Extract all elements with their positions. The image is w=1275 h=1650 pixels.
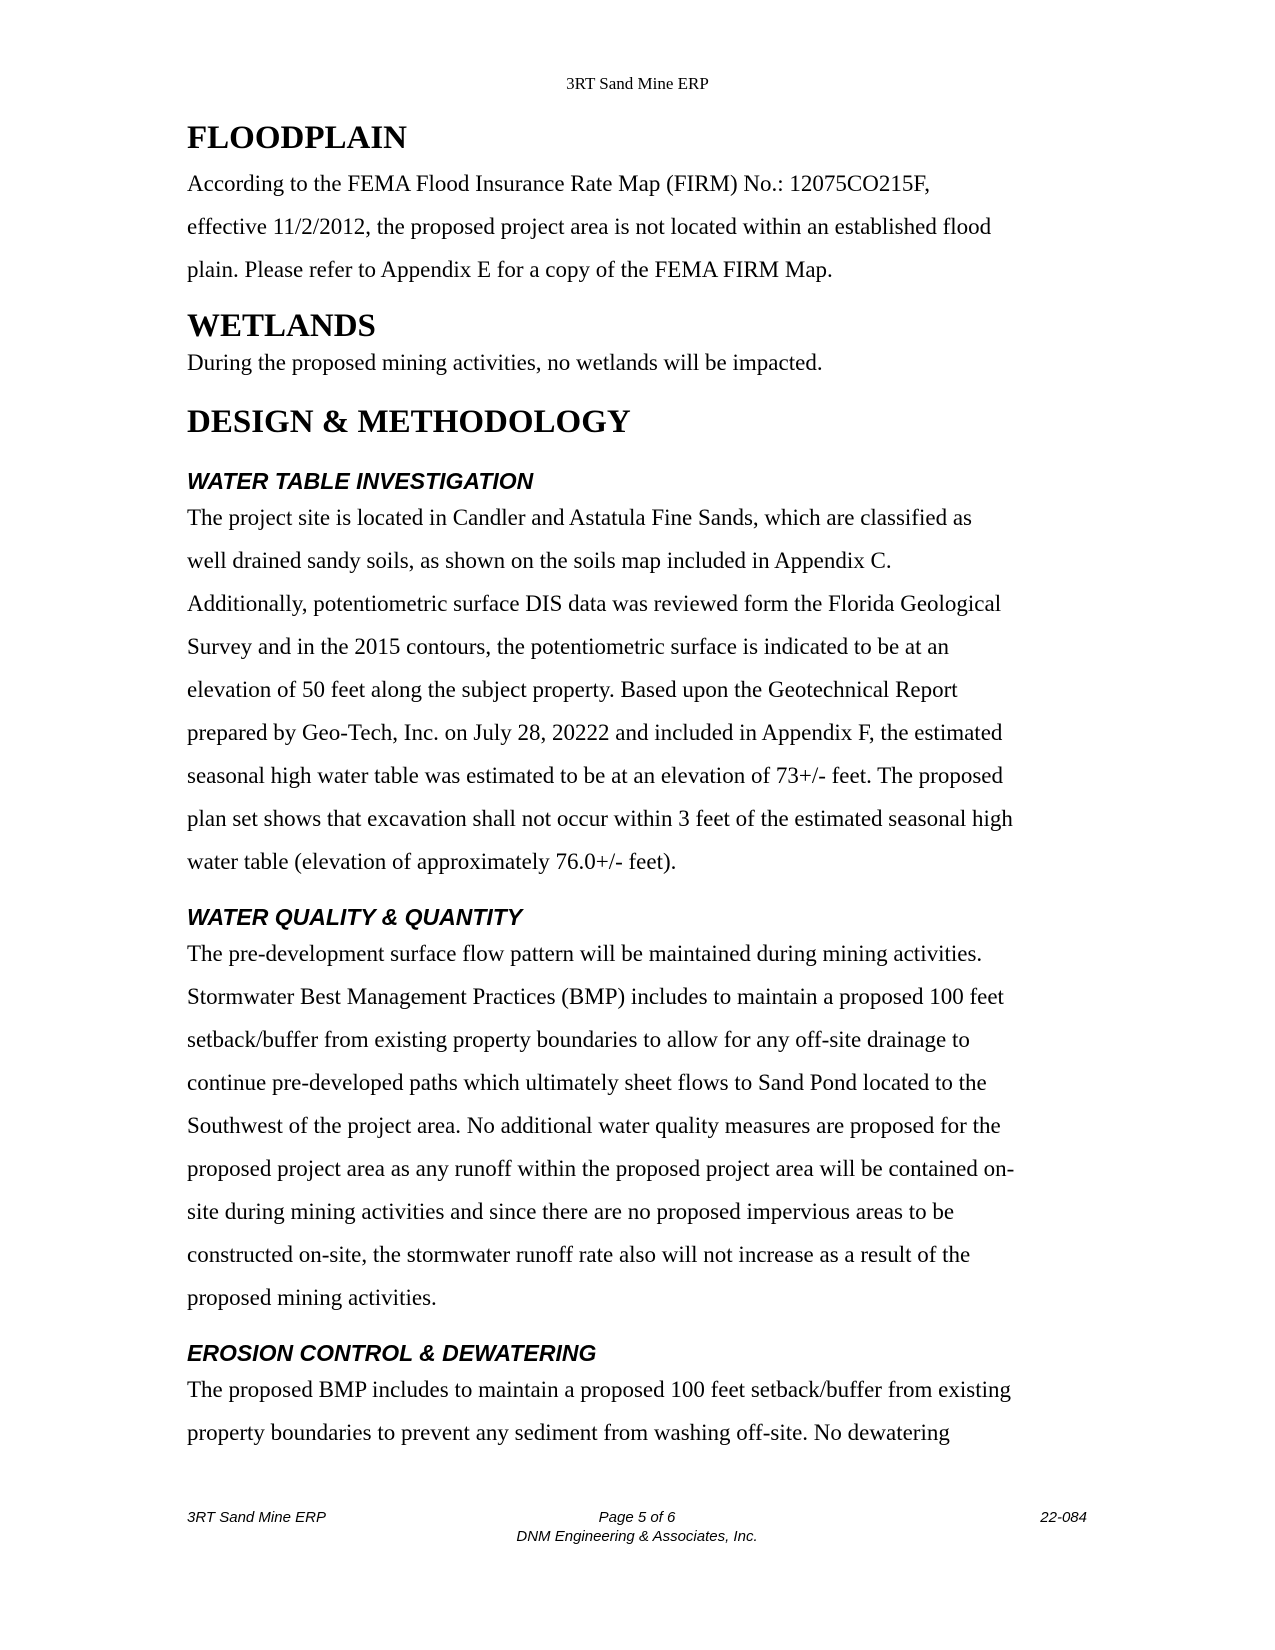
paragraph-line: Additionally, potentiometric surface DIS data was reviewed form the Florida Geological bbox=[187, 591, 1002, 616]
wetlands-heading: WETLANDS bbox=[187, 308, 376, 344]
paragraph-line: plain. Please refer to Appendix E for a copy of the FEMA FIRM Map. bbox=[187, 257, 833, 282]
erosion-control-body bbox=[187, 1368, 1087, 1454]
paragraph-line: proposed mining activities. bbox=[187, 1285, 437, 1310]
wetlands-body bbox=[187, 346, 1087, 380]
running-header: 3RT Sand Mine ERP bbox=[566, 74, 709, 93]
paragraph-line: The proposed BMP includes to maintain a proposed 100 feet setback/buffer from existing bbox=[187, 1377, 1011, 1402]
footer-company: DNM Engineering & Associates, Inc. bbox=[516, 1528, 758, 1545]
paragraph-line: During the proposed mining activities, no wetlands will be impacted. bbox=[187, 350, 823, 375]
paragraph-line: Stormwater Best Management Practices (BMP) includes to maintain a proposed 100 feet bbox=[187, 984, 1004, 1009]
footer-document-title: 3RT Sand Mine ERP bbox=[187, 1509, 326, 1526]
page-content bbox=[187, 118, 1087, 1454]
water-quality-body bbox=[187, 932, 1087, 1319]
paragraph-line: Southwest of the project area. No additional water quality measures are proposed for the bbox=[187, 1113, 1001, 1138]
paragraph-line: setback/buffer from existing property boundaries to allow for any off-site drainage to bbox=[187, 1027, 970, 1052]
floodplain-body bbox=[187, 162, 1087, 291]
paragraph-line: effective 11/2/2012, the proposed project area is not located within an established flood bbox=[187, 214, 992, 239]
paragraph-line: The project site is located in Candler and Astatula Fine Sands, which are classified as bbox=[187, 505, 972, 530]
water-table-heading: WATER TABLE INVESTIGATION bbox=[187, 468, 534, 494]
paragraph-line: seasonal high water table was estimated to be at an elevation of 73+/- feet. The proposed bbox=[187, 763, 1003, 788]
paragraph-line: constructed on-site, the stormwater runoff rate also will not increase as a result of the bbox=[187, 1242, 971, 1267]
paragraph-line: well drained sandy soils, as shown on the soils map included in Appendix C. bbox=[187, 548, 892, 573]
paragraph-line: The pre-development surface flow pattern will be maintained during mining activities. bbox=[187, 941, 983, 966]
erosion-control-heading: EROSION CONTROL & DEWATERING bbox=[187, 1340, 597, 1366]
paragraph-line: Survey and in the 2015 contours, the potentiometric surface is indicated to be at an bbox=[187, 634, 949, 659]
paragraph-line: proposed project area as any runoff within the proposed project area will be contained on- bbox=[187, 1156, 1015, 1181]
design-methodology-heading: DESIGN & METHODOLOGY bbox=[187, 404, 631, 440]
paragraph-line: water table (elevation of approximately 76.0+/- feet). bbox=[187, 849, 677, 874]
footer-project-number: 22-084 bbox=[1040, 1509, 1087, 1526]
water-quality-heading: WATER QUALITY & QUANTITY bbox=[187, 904, 523, 930]
paragraph-line: prepared by Geo-Tech, Inc. on July 28, 20222 and included in Appendix F, the estimated bbox=[187, 720, 1003, 745]
paragraph-line: plan set shows that excavation shall not occur within 3 feet of the estimated seasonal high bbox=[187, 806, 1013, 831]
paragraph-line: elevation of 50 feet along the subject property. Based upon the Geotechnical Report bbox=[187, 677, 958, 702]
paragraph-line: site during mining activities and since there are no proposed impervious areas to be bbox=[187, 1199, 955, 1224]
footer-page-number: Page 5 of 6 bbox=[598, 1509, 676, 1526]
paragraph-line: continue pre-developed paths which ultimately sheet flows to Sand Pond located to the bbox=[187, 1070, 987, 1095]
paragraph-line: According to the FEMA Flood Insurance Rate Map (FIRM) No.: 12075CO215F, bbox=[187, 171, 931, 196]
water-table-body bbox=[187, 496, 1087, 883]
paragraph-line: property boundaries to prevent any sediment from washing off-site. No dewatering bbox=[187, 1420, 950, 1445]
floodplain-heading: FLOODPLAIN bbox=[187, 120, 408, 156]
footer-center bbox=[187, 1508, 1087, 1546]
